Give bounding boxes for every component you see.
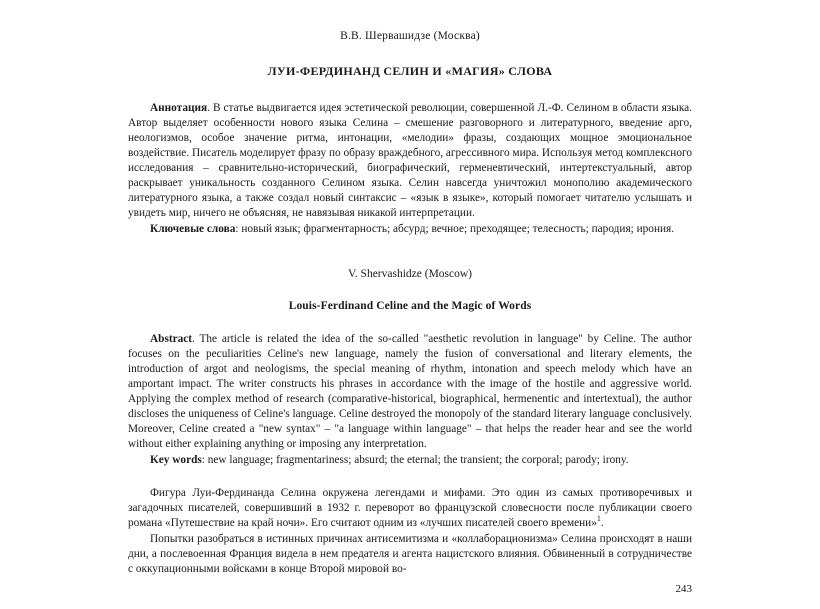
author-ru: В.В. Шервашидзе (Москва) bbox=[340, 30, 480, 42]
abstract-ru-label: Аннотация bbox=[150, 102, 208, 114]
footnote-marker: 1 bbox=[596, 514, 601, 524]
abstract-en bbox=[128, 332, 692, 452]
section-spacer-2 bbox=[128, 469, 692, 486]
keywords-en-label: Key words bbox=[150, 454, 202, 467]
body-paragraph-1-text: Фигура Луи-Фердинанда Селина окружена легендами и мифами. Это один из самых противоречивых и загадочных писателей, совершивший в 1932 г. переворот во французской словесности после публикации своего романа «Путешествие на край ночи». Его считают одним из «лучших писателей своего времени» bbox=[128, 487, 692, 530]
abstract-en-text: . The article is related the idea of the so-called "aesthetic revolution in language" by Celine. The author focuses on the peculiarities Celine's new language, namely the fusion of conversational and literary elements, the introduction of argot and neologisms, the special meaning of rhythm, intonation and speech melody which have an amportant impact. The writer constructs his phrases in accordance with the image of the hostile and aggressive world. Applying the complex method of research (comparative-historical, biographical, hermenentic and intertextual), the author discloses the uniqueness of Celine's language. Celine destroyed the monopoly of the standard literary language conclusively. Moreover, Celine created a "new syntax" – "a language within language" – that helps the reader hear and see the world without either explaining anything or imposing any interpretation. bbox=[128, 333, 692, 451]
abstract-en-label: Abstract bbox=[150, 333, 193, 346]
keywords-ru-label: Ключевые слова bbox=[150, 223, 236, 236]
section-spacer-1 bbox=[128, 238, 692, 264]
abstract-ru bbox=[128, 101, 692, 221]
keywords-en bbox=[128, 453, 692, 468]
author-en: V. Shervashidze (Moscow) bbox=[347, 268, 473, 281]
keywords-ru bbox=[128, 222, 692, 237]
body-paragraph-2: Попытки разобраться в истинных причинах антисемитизма и «коллаборационизма» Селина происходят в наши дни, а послевоенная Франция видела в нем предателя и агента нацистского влияния. Обвиненный в сотрудничестве с оккупационными войсками в конце Второй мировой во- bbox=[128, 533, 692, 576]
page-title-en: Louis-Ferdinand Celine and the Magic of Words bbox=[288, 300, 532, 313]
keywords-en-text: : new language; fragmentariness; absurd; the eternal; the transient; the corporal; parody; irony. bbox=[201, 454, 629, 467]
body-paragraph-1-tail: . bbox=[600, 517, 604, 530]
page-title-ru: ЛУИ-ФЕРДИНАНД СЕЛИН И «МАГИЯ» СЛОВА bbox=[267, 64, 553, 78]
body-paragraph-1 bbox=[128, 486, 692, 531]
keywords-ru-text: : новый язык; фрагментарность; абсурд; вечное; преходящее; телесность; пародия; ирония. bbox=[235, 223, 675, 236]
abstract-ru-text: . В статье выдвигается идея эстетической революции, совершенной Л.-Ф. Селином в области языка. Автор выделяет особенности нового языка Селина – смешение разговорного и литературного, введение арго, неологизмов, особое значение ритма, интонации, «мелодии» фразы, создающих мощное эмоциональное воздействие. Писатель моделирует фразу по образу враждебного, агрессивного мира. Используя метод комплексного исследования – сравнительно-исторический, биографический, герменевтический, интертекстуальный, автор раскрывает уникальность созданного Селином языка. Селин навсегда уничтожил монополию академического литературного языка, а также создал новый синтаксис – «язык в языке», который помогает читателю услышать и увидеть мир, ничего не объясняя, не навязывая никакой интерпретации. bbox=[128, 102, 693, 220]
page-number: 243 bbox=[675, 583, 692, 595]
